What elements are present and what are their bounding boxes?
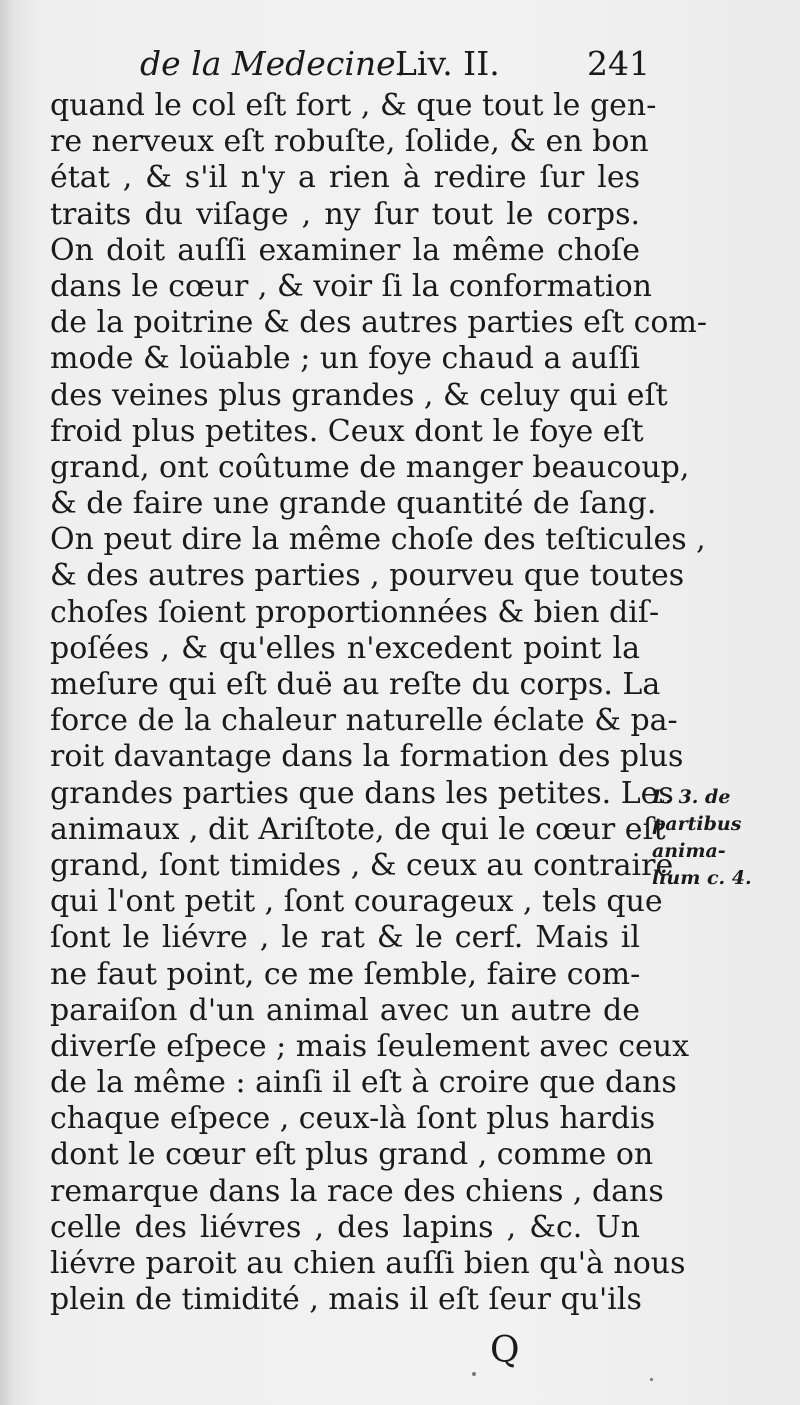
text-line: & des autres parties , pourveu que toutes (50, 558, 685, 594)
text-line: animaux , dit Ariſtote, de qui le cœur eſt (50, 811, 666, 847)
text-line: ne faut point, ce me ſemble, faire com- (50, 956, 641, 992)
page-number: 241 (587, 44, 650, 83)
text-line: paraiſon d'un animal avec un autre de (50, 992, 640, 1028)
text-line: poſées , & qu'elles n'excedent point la (50, 630, 640, 666)
text-line: On doit auſſi examiner la même choſe (50, 232, 640, 268)
text-line: re nerveux eſt robuſte, ſolide, & en bon (50, 124, 649, 160)
text-line: & de faire une grande quantité de ſang. (50, 486, 657, 522)
running-title: de la Medecine. (140, 44, 407, 83)
text-line: état , & s'il n'y a rien à redire ſur les (50, 160, 640, 196)
text-line: grand, ont coûtume de manger beaucoup, (50, 449, 690, 485)
text-line: On peut dire la même choſe des teſticules , (50, 522, 706, 558)
text-line: froid plus petites. Ceux dont le foye eſt (50, 413, 644, 449)
text-line: des veines plus grandes , & celuy qui eſt (50, 377, 668, 413)
text-line: dans le cœur , & voir ſi la conformation (50, 268, 652, 304)
margin-note-line: lium c. 4. (652, 867, 752, 889)
text-line: chaque eſpece , ceux-là ſont plus hardis (50, 1101, 656, 1137)
page-header (130, 44, 650, 94)
text-line: grand, ſont timides , & ceux au contraire (50, 847, 674, 883)
text-line: dont le cœur eſt plus grand , comme on (50, 1137, 654, 1173)
text-line: grandes parties que dans les petites. Les (50, 775, 674, 811)
text-line: de la poitrine & des autres parties eſt com- (50, 305, 708, 341)
text-line: roit davantage dans la formation des plus (50, 739, 684, 775)
text-line: quand le col eſt fort , & que tout le gen- (50, 88, 657, 123)
text-line: mode & loüable ; un foye chaud a auſſi (50, 341, 640, 377)
text-line: choſes ſoient proportionnées & bien diſ- (50, 594, 660, 630)
text-line: diverſe eſpece ; mais ſeulement avec ceux (50, 1028, 690, 1064)
ink-speck (472, 1372, 476, 1376)
margin-note-line: partibus (652, 813, 742, 835)
text-line: meſure qui eſt duë au reſte du corps. La (50, 667, 661, 702)
text-line: remarque dans la race des chiens , dans (50, 1173, 664, 1209)
text-line: de la même : ainſi il eſt à croire que dans (50, 1065, 677, 1101)
text-line: liévre paroit au chien auſſi bien qu'à nous (50, 1246, 686, 1281)
margin-note-line: L. 3. de (652, 786, 731, 808)
text-line: force de la chaleur naturelle éclate & pa- (50, 703, 678, 739)
signature-mark: Q (490, 1330, 520, 1371)
text-line: qui l'ont petit , ſont courageux , tels que (50, 884, 663, 920)
margin-note (652, 784, 762, 892)
margin-note-line: anima- (652, 840, 726, 862)
text-line: traits du viſage , ny ſur tout le corps. (50, 196, 640, 232)
text-line: celle des liévres , des lapins , &c. Un (50, 1209, 640, 1245)
book-number: Liv. II. (395, 44, 500, 83)
text-line: plein de timidité , mais il eſt ſeur qu'ils (50, 1282, 642, 1318)
ink-speck (650, 1378, 653, 1381)
text-line: ſont le liévre , le rat & le cerf. Mais il (50, 920, 640, 956)
